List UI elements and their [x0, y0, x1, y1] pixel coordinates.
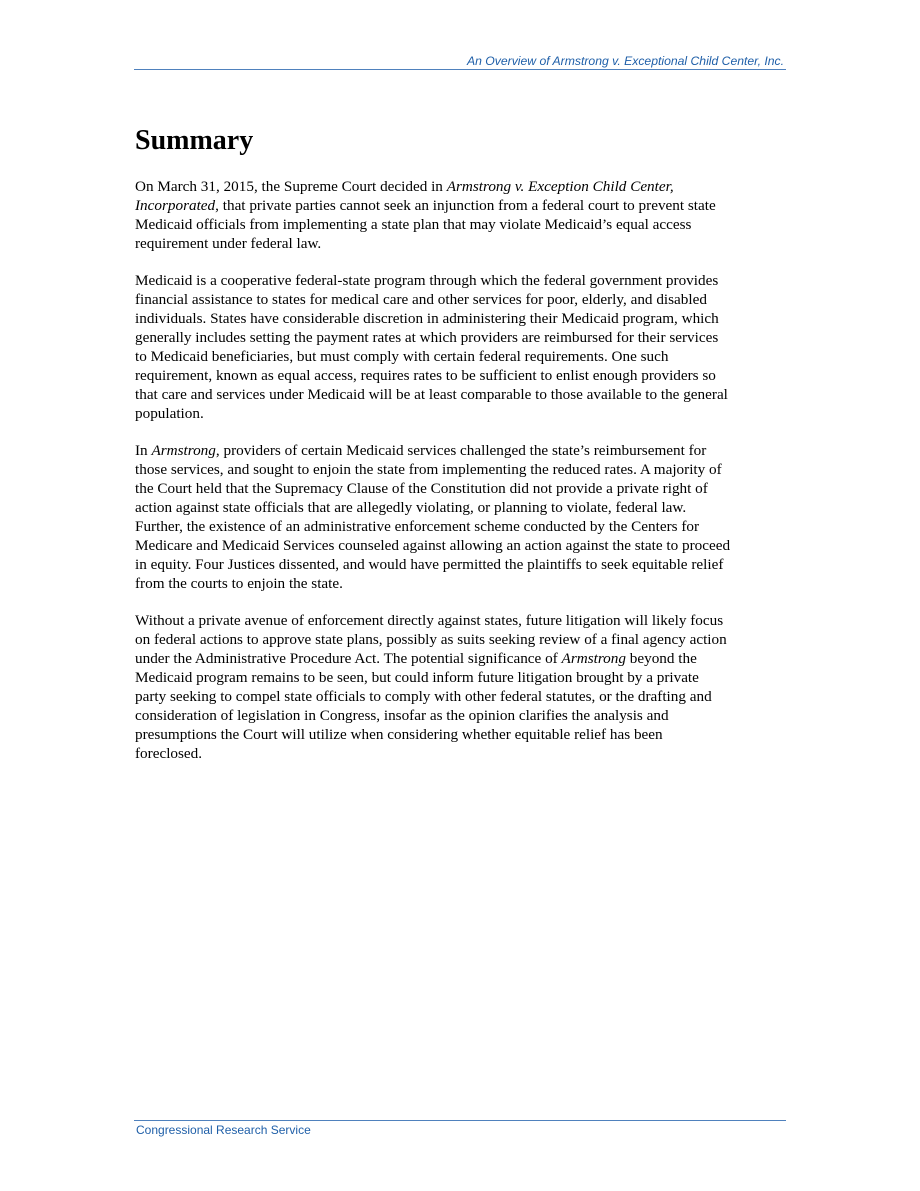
case-name-italic: Armstrong: [151, 442, 216, 459]
p3-line-5: Further, the existence of an administrative enforcement scheme conducted by the Centers for: [135, 518, 700, 535]
p4-line-4: Medicaid program remains to be seen, but could inform future litigation brought by a private: [135, 669, 699, 686]
p3-line-8: from the courts to enjoin the state.: [135, 575, 343, 592]
running-header-title: An Overview of Armstrong v. Exceptional Child Center, Inc.: [466, 54, 784, 68]
paragraph-3: [135, 441, 787, 593]
p3-line-2: those services, and sought to enjoin the state from implementing the reduced rates. A majority of: [135, 461, 722, 478]
p3-line-7: in equity. Four Justices dissented, and would have permitted the plaintiffs to seek equitable relief: [135, 556, 724, 573]
p1-line-3: Medicaid officials from implementing a state plan that may violate Medicaid’s equal access: [135, 216, 692, 233]
p3-line-1: In Armstrong, providers of certain Medicaid services challenged the state’s reimbursement for: [135, 442, 707, 459]
paragraph-4: [135, 611, 787, 763]
p2-line-3: individuals. States have considerable discretion in administering their Medicaid program, which: [135, 310, 719, 327]
p4-line-1: Without a private avenue of enforcement directly against states, future litigation will likely focus: [135, 612, 724, 629]
p2-line-1: Medicaid is a cooperative federal-state program through which the federal government provides: [135, 272, 719, 289]
p2-line-5: to Medicaid beneficiaries, but must comply with certain federal requirements. One such: [135, 348, 669, 365]
p3-line-3: the Court held that the Supremacy Clause of the Constitution did not provide a private right of: [135, 480, 708, 497]
p2-line-7: that care and services under Medicaid will be at least comparable to those available to the general: [135, 386, 728, 403]
case-name-italic: Incorporated: [135, 197, 216, 214]
p3-line-6: Medicare and Medicaid Services counseled against allowing an action against the state to proceed: [135, 537, 731, 554]
p4-line-3: under the Administrative Procedure Act. The potential significance of Armstrong beyond the: [135, 650, 697, 667]
p2-line-8: population.: [135, 405, 204, 422]
p2-line-6: requirement, known as equal access, requires rates to be sufficient to enlist enough providers so: [135, 367, 716, 384]
p4-line-2: on federal actions to approve state plans, possibly as suits seeking review of a final agency action: [135, 631, 727, 648]
p4-line-6: consideration of legislation in Congress, insofar as the opinion clarifies the analysis and: [135, 707, 669, 724]
paragraph-2: [135, 271, 787, 423]
p3-line-4: action against state officials that are allegedly violating, or planning to violate, federal law.: [135, 499, 687, 516]
section-title: Summary: [135, 125, 254, 156]
p1-line-4: requirement under federal law.: [135, 235, 322, 252]
p4-line-8: foreclosed.: [135, 745, 203, 762]
running-header: [134, 53, 786, 70]
p1-line-1: On March 31, 2015, the Supreme Court decided in Armstrong v. Exception Child Center,: [135, 178, 674, 195]
summary-body: [135, 177, 787, 781]
running-footer: [134, 1120, 786, 1137]
p4-line-5: party seeking to compel state officials to comply with other federal statutes, or the drafting and: [135, 688, 712, 705]
footer-organization: Congressional Research Service: [136, 1123, 311, 1137]
paragraph-1: [135, 177, 787, 253]
p2-line-4: generally includes setting the payment rates at which providers are reimbursed for their services: [135, 329, 719, 346]
p2-line-2: financial assistance to states for medical care and other services for poor, elderly, and disabled: [135, 291, 707, 308]
p1-line-2: Incorporated, that private parties cannot seek an injunction from a federal court to prevent state: [135, 197, 716, 214]
p4-line-7: presumptions the Court will utilize when considering whether equitable relief has been: [135, 726, 663, 743]
case-name-italic: Armstrong: [561, 650, 626, 667]
case-name-italic: Armstrong v. Exception Child Center,: [446, 178, 674, 195]
